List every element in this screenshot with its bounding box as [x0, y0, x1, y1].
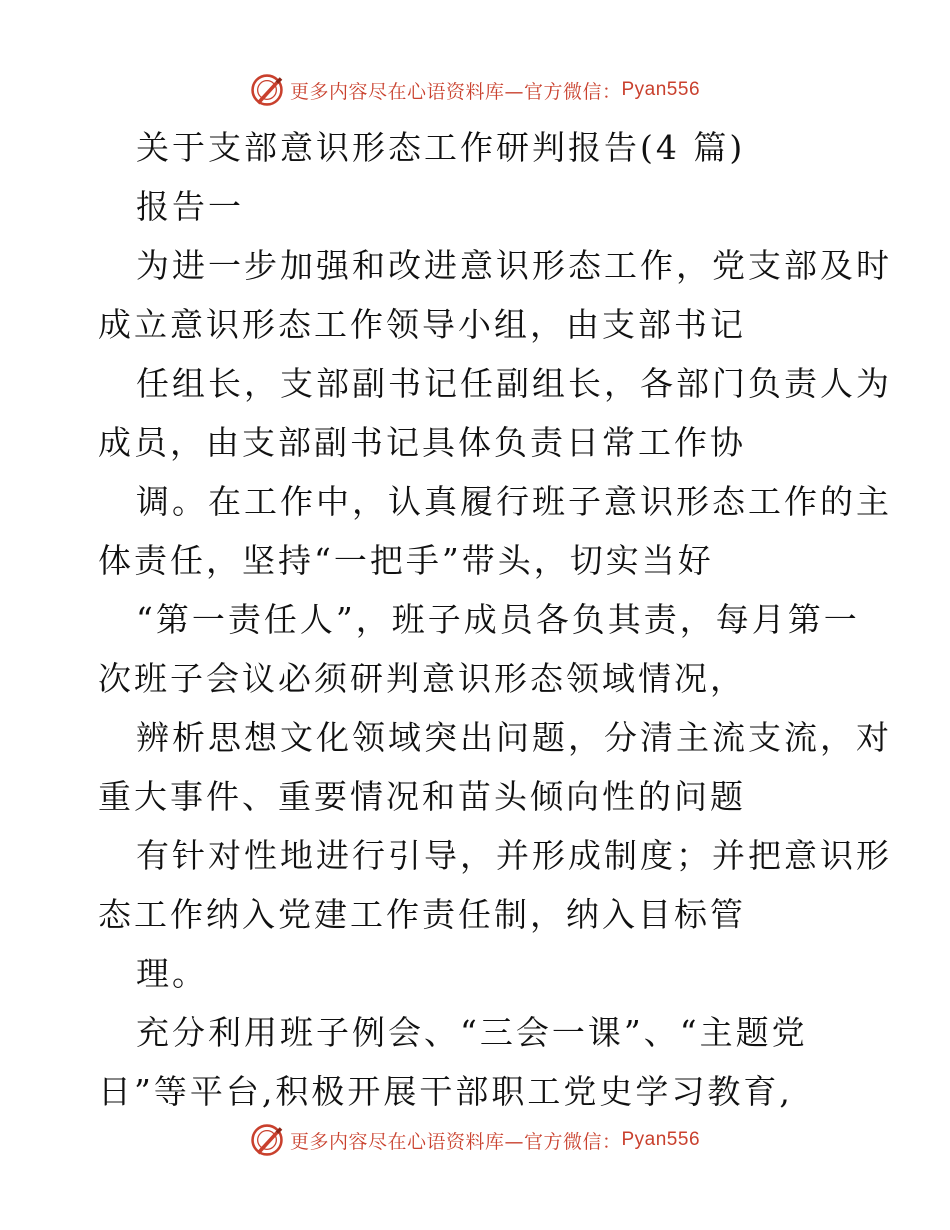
document-body — [98, 118, 892, 1121]
watermark-text: 更多内容尽在心语资料库—官方微信： — [289, 1130, 622, 1153]
paragraph-line: 理。 — [136, 954, 208, 993]
paragraph-line: 成员，由支部副书记具体负责日常工作协 — [98, 423, 746, 462]
paragraph-line: 态工作纳入党建工作责任制，纳入目标管 — [98, 895, 746, 934]
paragraph-line: 日”等平台,积极开展干部职工党史学习教育, — [98, 1072, 793, 1111]
header-watermark — [0, 70, 950, 110]
paragraph-line: 充分利用班子例会、“三会一课”、“主题党 — [136, 1013, 808, 1052]
section-heading: 报告一 — [136, 187, 244, 226]
watermark-contact: Pyan556 — [621, 1129, 701, 1150]
pen-logo-icon — [250, 73, 284, 107]
paragraph-line: 为进一步加强和改进意识形态工作，党支部及时 — [136, 246, 892, 285]
paragraph-line: 有针对性地进行引导，并形成制度；并把意识形 — [136, 836, 892, 875]
paragraph-line: “第一责任人”，班子成员各负其责，每月第一 — [136, 600, 860, 639]
paragraph-line: 辨析思想文化领域突出问题，分清主流支流，对 — [136, 718, 892, 757]
footer-watermark — [0, 1120, 950, 1160]
paragraph-line: 成立意识形态工作领导小组，由支部书记 — [98, 305, 746, 344]
pen-logo-icon — [250, 1123, 284, 1157]
paragraph-line: 任组长，支部副书记任副组长，各部门负责人为 — [136, 364, 892, 403]
watermark-text: 更多内容尽在心语资料库—官方微信： — [289, 80, 622, 103]
paragraph-line: 次班子会议必须研判意识形态领域情况， — [98, 659, 746, 698]
paragraph-line: 重大事件、重要情况和苗头倾向性的问题 — [98, 777, 746, 816]
paragraph-line: 调。在工作中，认真履行班子意识形态工作的主 — [136, 482, 892, 521]
paragraph-line: 体责任，坚持“一把手”带头，切实当好 — [98, 541, 714, 580]
watermark-contact: Pyan556 — [621, 79, 701, 100]
document-title: 关于支部意识形态工作研判报告(4 篇) — [136, 128, 746, 167]
